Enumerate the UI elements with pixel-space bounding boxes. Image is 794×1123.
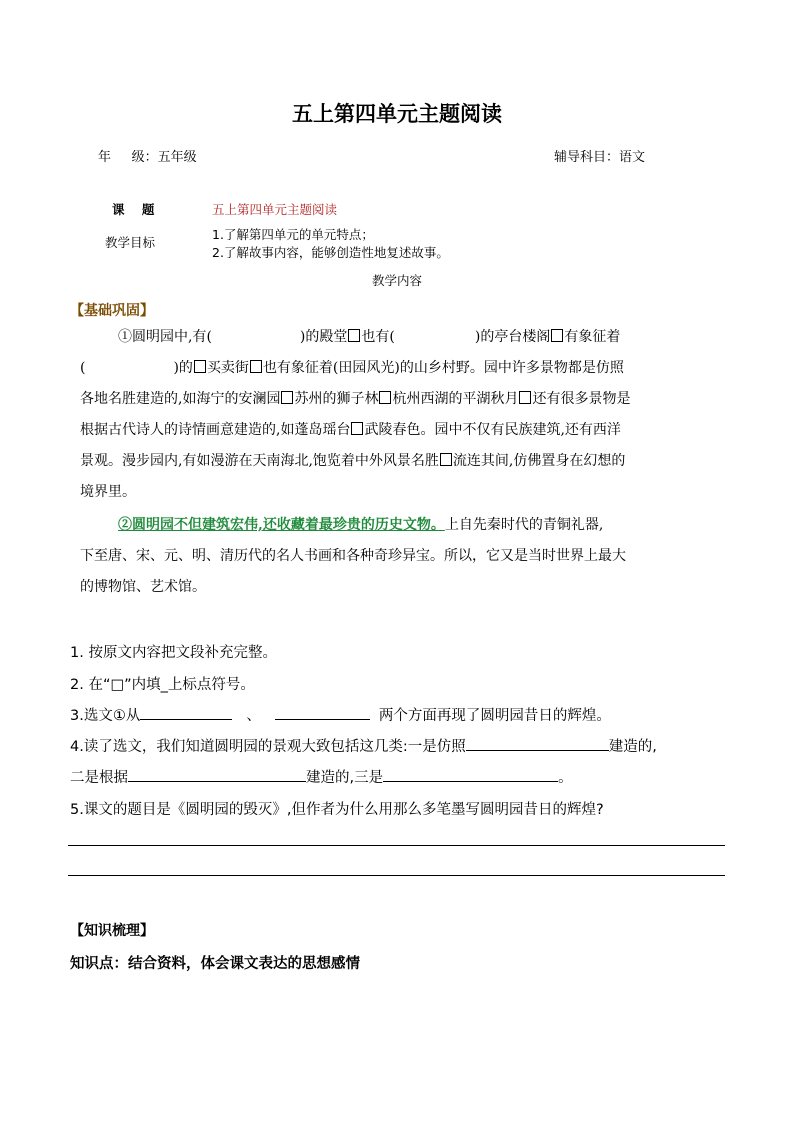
- punctuation-box[interactable]: [519, 391, 531, 404]
- answer-blank[interactable]: [466, 736, 609, 751]
- content-heading: 教学内容: [371, 273, 422, 288]
- question-text: 3.选文①从: [70, 708, 141, 724]
- passage-text: ①圆明园中,有(: [118, 329, 212, 345]
- passage-line: [80, 415, 621, 446]
- subject-info: [554, 146, 645, 165]
- goal-item-2: 2.了解故事内容，能够创造性地复述故事。: [212, 245, 449, 260]
- answer-line[interactable]: [68, 845, 725, 846]
- punctuation-box[interactable]: [281, 391, 293, 404]
- passage-text: (: [80, 360, 86, 376]
- passage-line: [80, 384, 630, 415]
- question-2: 2. 在“□”内填_上标点符号。: [70, 677, 255, 693]
- question-text: 两个方面再现了圆明园昔日的辉煌。: [378, 708, 611, 724]
- question-text: 建造的,三是: [306, 770, 384, 786]
- question-1: 1. 按原文内容把文段补充完整。: [70, 645, 277, 661]
- topic-label: 课 题: [112, 202, 155, 217]
- punctuation-box[interactable]: [379, 391, 391, 404]
- passage-text: 还有很多景物是: [532, 391, 631, 407]
- answer-blank[interactable]: [128, 767, 306, 782]
- grade-info: [98, 146, 197, 165]
- goal-item-1: 1.了解第四单元的单元特点；: [212, 227, 374, 242]
- answer-blank[interactable]: [140, 705, 232, 720]
- passage-text: 武陵春色。园中不仅有民族建筑,还有西洋: [364, 422, 621, 438]
- passage-line: [118, 322, 620, 353]
- passage-text: 买卖街: [206, 360, 249, 376]
- punctuation-box[interactable]: [440, 453, 452, 466]
- passage-line: 的博物馆、艺术馆。: [80, 579, 206, 595]
- question-text: 。: [558, 770, 573, 786]
- question-text: 、: [246, 708, 261, 724]
- question-4-continued: [70, 766, 573, 787]
- subject-value: 语文: [619, 150, 646, 165]
- subject-label: 辅导科目：: [554, 150, 620, 165]
- question-text: 4.读了选文，我们知道圆明园的景观大致包括这几类:一是仿照: [70, 739, 466, 755]
- passage-text: 上自先秦时代的青铜礼器,: [444, 517, 604, 533]
- punctuation-box[interactable]: [250, 360, 262, 373]
- passage-text: 流连其间,仿佛置身在幻想的: [452, 453, 626, 469]
- grade-label: 年 级：: [98, 150, 158, 165]
- topic-value: 五上第四单元主题阅读: [212, 202, 338, 217]
- passage-text: 杭州西湖的平湖秋月: [392, 391, 519, 407]
- highlighted-sentence: ②圆明园不但建筑宏伟,还收藏着最珍贵的历史文物。: [118, 517, 445, 533]
- knowledge-point: 知识点：结合资料，体会课文表达的思想感情: [70, 956, 360, 972]
- section-heading-knowledge: 【知识梳理】: [70, 923, 154, 939]
- punctuation-box[interactable]: [351, 422, 363, 435]
- answer-blank[interactable]: [383, 767, 558, 782]
- answer-blank[interactable]: [275, 705, 370, 720]
- question-5: 5.课文的题目是《圆明园的毁灭》,但作者为什么用那么多笔墨写圆明园昔日的辉煌?: [70, 802, 604, 818]
- goal-label: 教学目标: [105, 235, 156, 250]
- punctuation-box[interactable]: [348, 329, 360, 342]
- page-title: 五上第四单元主题阅读: [292, 102, 502, 126]
- passage-text: 也有象征着(田园风光)的山乡村野。园中许多景物都是仿照: [262, 360, 624, 376]
- punctuation-box[interactable]: [551, 329, 563, 342]
- passage-line: [80, 446, 625, 477]
- answer-line[interactable]: [68, 875, 725, 876]
- passage-text: 也有(: [361, 329, 395, 345]
- passage-text: )的: [173, 360, 193, 376]
- question-text: 二是根据: [70, 770, 128, 786]
- passage-text: 各地名胜建造的,如海宁的安澜园: [80, 391, 281, 407]
- passage-line: [80, 353, 624, 384]
- grade-value: 五年级: [157, 150, 197, 165]
- passage-line: 境界里。: [80, 484, 136, 500]
- question-text: 建造的,: [608, 739, 657, 755]
- passage-text: 景观。漫步园内,有如漫游在天南海北,饱览着中外风景名胜: [80, 453, 439, 469]
- section-heading-basics: 【基础巩固】: [70, 303, 154, 319]
- passage-text: 根据古代诗人的诗情画意建造的,如蓬岛瑶台: [80, 422, 351, 438]
- passage-line: 下至唐、宋、元、明、清历代的名人书画和各种奇珍异宝。所以，它又是当时世界上最大: [80, 548, 626, 564]
- passage-text: )的亭台楼阁: [474, 329, 551, 345]
- passage-text: 苏州的狮子林: [294, 391, 379, 407]
- punctuation-box[interactable]: [194, 360, 206, 373]
- passage-text: 有象征着: [564, 329, 621, 345]
- question-3: [70, 704, 611, 725]
- question-4: [70, 735, 657, 756]
- passage-line: [118, 510, 603, 541]
- passage-text: )的殿堂: [299, 329, 348, 345]
